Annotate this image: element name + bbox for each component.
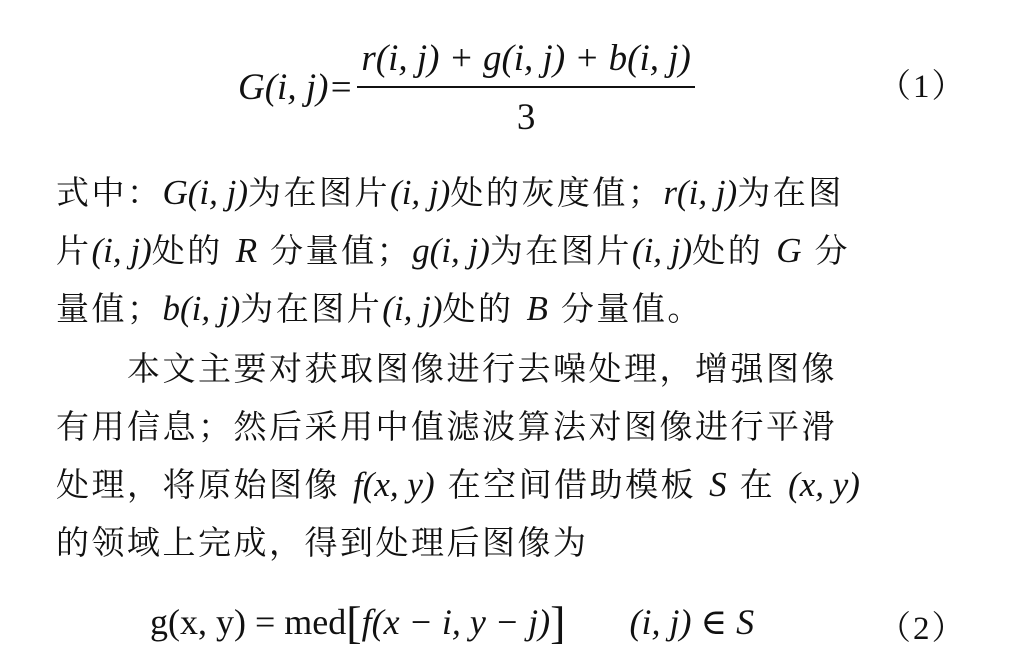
text-run: 片 [56,231,92,270]
math-run: S [709,465,727,504]
text-run: 处的 [442,289,527,328]
math-run: (i, j) [382,289,443,328]
text-run: 为在图片 [240,289,383,328]
math-run: (i, j) [390,173,451,212]
text-run: 式中： [56,173,163,212]
text-run: 为在图 [737,173,844,212]
math-run: (i, j) [91,231,152,270]
text-run: 处的 [151,231,236,270]
definitions-line-3 [56,280,974,338]
text-run: 分 [801,231,850,270]
equation-2 [150,596,754,649]
equation-1-numerator: r(i, j) + g(i, j) + b(i, j) [357,37,694,88]
math-run: G(i, j) [162,173,249,212]
text-run: 分量值； [257,231,413,270]
math-run: f(x, y) [353,465,435,504]
equation-1-lhs: G(i, j)= [238,67,354,108]
left-bracket: [ [346,597,362,648]
math-run: b(i, j) [162,289,241,328]
math-run: G [776,231,802,270]
math-run: (i, j) [631,231,693,270]
equation-2-inner: f(x − i, y − j) [361,602,551,642]
math-run: g(i, j) [412,231,490,270]
math-run: r(i, j) [663,173,738,212]
text-run: 在 [726,465,789,504]
body-paragraph [56,340,974,572]
equation-1 [238,37,695,138]
definitions-line-2 [56,222,974,280]
equation-1-number: （1） [878,69,967,105]
text-run: 处的 [692,231,777,270]
text-run: 处理，将原始图像 [56,465,353,504]
equation-2-lhs: g(x, y) = med [150,602,347,642]
body-line-4: 的领域上完成，得到处理后图像为 [56,523,589,562]
body-line-2: 有用信息；然后采用中值滤波算法对图像进行平滑 [56,407,837,446]
text-run: 量值； [56,289,163,328]
equation-1-fraction [357,37,694,139]
body-line-3 [56,456,974,514]
text-run: 在空间借助模板 [434,465,710,504]
math-run: (x, y) [788,465,860,504]
math-run: B [526,289,548,328]
text-run: 处的灰度值； [450,173,664,212]
equation-2-number: （2） [878,611,967,647]
right-bracket: ] [550,597,566,648]
equation-1-denominator: 3 [516,96,536,138]
equation-2-condition: (i, j) ∈ S [629,602,755,642]
body-line-1: 本文主要对获取图像进行去噪处理，增强图像 [56,349,837,388]
definitions-paragraph [56,164,974,338]
text-run: 为在图片 [248,173,391,212]
math-run: R [235,231,258,270]
text-run: 分量值。 [547,289,703,328]
definitions-line-1 [56,164,974,222]
text-run: 为在图片 [489,231,632,270]
